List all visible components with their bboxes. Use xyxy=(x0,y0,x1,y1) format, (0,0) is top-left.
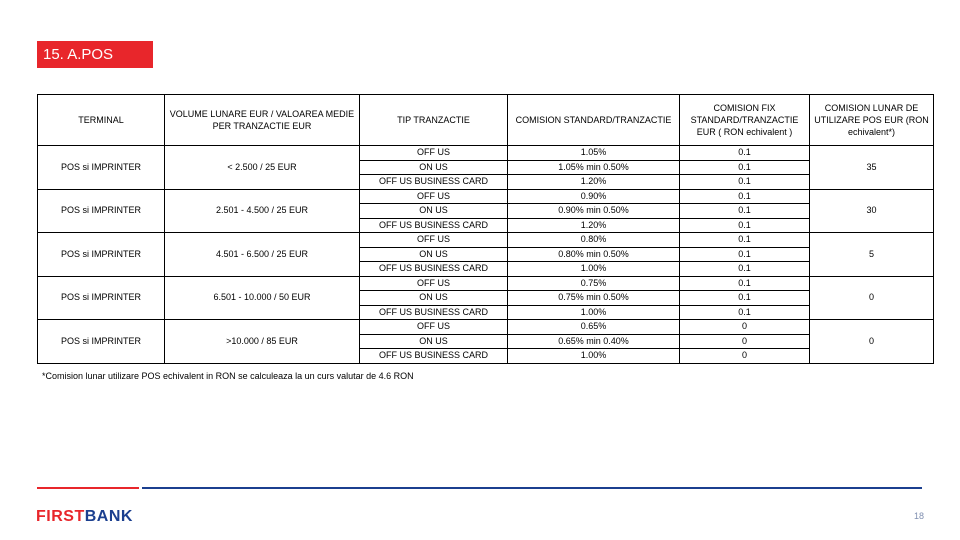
logo-first: FIRST xyxy=(36,508,85,525)
table-header-row xyxy=(38,95,934,146)
fixed-commission-cell: 0.1 xyxy=(680,189,810,204)
fixed-commission-cell: 0.1 xyxy=(680,233,810,248)
page-number: 18 xyxy=(914,511,925,521)
header-terminal: TERMINAL xyxy=(38,95,165,146)
terminal-cell: POS si IMPRINTER xyxy=(38,276,165,320)
terminal-cell: POS si IMPRINTER xyxy=(38,320,165,364)
monthly-fee-cell: 30 xyxy=(810,189,934,233)
section-title: 15. A.POS xyxy=(37,41,153,68)
transaction-type-cell: OFF US xyxy=(360,189,508,204)
table-row xyxy=(38,146,934,161)
commission-cell: 1.20% xyxy=(508,175,680,190)
commission-cell: 1.05% xyxy=(508,146,680,161)
fixed-commission-cell: 0 xyxy=(680,349,810,364)
footer-divider-red xyxy=(37,487,139,489)
monthly-fee-cell: 5 xyxy=(810,233,934,277)
table-row xyxy=(38,276,934,291)
table-row xyxy=(38,189,934,204)
transaction-type-cell: OFF US BUSINESS CARD xyxy=(360,175,508,190)
volume-cell: 2.501 - 4.500 / 25 EUR xyxy=(165,189,360,233)
transaction-type-cell: OFF US BUSINESS CARD xyxy=(360,218,508,233)
fixed-commission-cell: 0.1 xyxy=(680,204,810,219)
logo-bank: BANK xyxy=(84,508,133,525)
fixed-commission-cell: 0.1 xyxy=(680,160,810,175)
fixed-commission-cell: 0 xyxy=(680,320,810,335)
fixed-commission-cell: 0.1 xyxy=(680,247,810,262)
terminal-cell: POS si IMPRINTER xyxy=(38,189,165,233)
header-transaction-type: TIP TRANZACTIE xyxy=(360,95,508,146)
commission-cell: 1.00% xyxy=(508,262,680,277)
fixed-commission-cell: 0 xyxy=(680,334,810,349)
header-monthly-fee: COMISION LUNAR DE UTILIZARE POS EUR (RON echivalent*) xyxy=(810,95,934,146)
transaction-type-cell: OFF US xyxy=(360,233,508,248)
fixed-commission-cell: 0.1 xyxy=(680,262,810,277)
commission-cell: 0.75% xyxy=(508,276,680,291)
commission-cell: 0.80% xyxy=(508,233,680,248)
commission-cell: 0.90% xyxy=(508,189,680,204)
monthly-fee-cell: 0 xyxy=(810,320,934,364)
transaction-type-cell: ON US xyxy=(360,160,508,175)
fixed-commission-cell: 0.1 xyxy=(680,305,810,320)
commission-cell: 1.00% xyxy=(508,305,680,320)
fixed-commission-cell: 0.1 xyxy=(680,175,810,190)
volume-cell: 4.501 - 6.500 / 25 EUR xyxy=(165,233,360,277)
monthly-fee-cell: 0 xyxy=(810,276,934,320)
commission-cell: 1.00% xyxy=(508,349,680,364)
transaction-type-cell: OFF US xyxy=(360,320,508,335)
footer-divider-blue xyxy=(142,487,922,489)
transaction-type-cell: OFF US xyxy=(360,146,508,161)
commission-cell: 0.80% min 0.50% xyxy=(508,247,680,262)
volume-cell: < 2.500 / 25 EUR xyxy=(165,146,360,190)
volume-cell: >10.000 / 85 EUR xyxy=(165,320,360,364)
transaction-type-cell: ON US xyxy=(360,291,508,306)
monthly-fee-cell: 35 xyxy=(810,146,934,190)
table-row xyxy=(38,320,934,335)
transaction-type-cell: ON US xyxy=(360,247,508,262)
header-volume: VOLUME LUNARE EUR / VALOAREA MEDIE PER TRANZACTIE EUR xyxy=(165,95,360,146)
header-fixed-commission: COMISION FIX STANDARD/TRANZACTIE EUR ( RON echivalent ) xyxy=(680,95,810,146)
transaction-type-cell: ON US xyxy=(360,204,508,219)
transaction-type-cell: ON US xyxy=(360,334,508,349)
fixed-commission-cell: 0.1 xyxy=(680,276,810,291)
header-standard-commission: COMISION STANDARD/TRANZACTIE xyxy=(508,95,680,146)
fixed-commission-cell: 0.1 xyxy=(680,146,810,161)
commission-cell: 0.90% min 0.50% xyxy=(508,204,680,219)
firstbank-logo xyxy=(36,508,133,526)
footnote: *Comision lunar utilizare POS echivalent in RON se calculeaza la un curs valutar de 4.6 RON xyxy=(42,371,414,381)
commission-cell: 1.20% xyxy=(508,218,680,233)
fixed-commission-cell: 0.1 xyxy=(680,291,810,306)
pos-tariff-table xyxy=(37,94,934,364)
terminal-cell: POS si IMPRINTER xyxy=(38,146,165,190)
commission-cell: 0.65% min 0.40% xyxy=(508,334,680,349)
commission-cell: 1.05% min 0.50% xyxy=(508,160,680,175)
commission-cell: 0.65% xyxy=(508,320,680,335)
terminal-cell: POS si IMPRINTER xyxy=(38,233,165,277)
transaction-type-cell: OFF US xyxy=(360,276,508,291)
transaction-type-cell: OFF US BUSINESS CARD xyxy=(360,349,508,364)
volume-cell: 6.501 - 10.000 / 50 EUR xyxy=(165,276,360,320)
transaction-type-cell: OFF US BUSINESS CARD xyxy=(360,262,508,277)
table-row xyxy=(38,233,934,248)
commission-cell: 0.75% min 0.50% xyxy=(508,291,680,306)
transaction-type-cell: OFF US BUSINESS CARD xyxy=(360,305,508,320)
fixed-commission-cell: 0.1 xyxy=(680,218,810,233)
